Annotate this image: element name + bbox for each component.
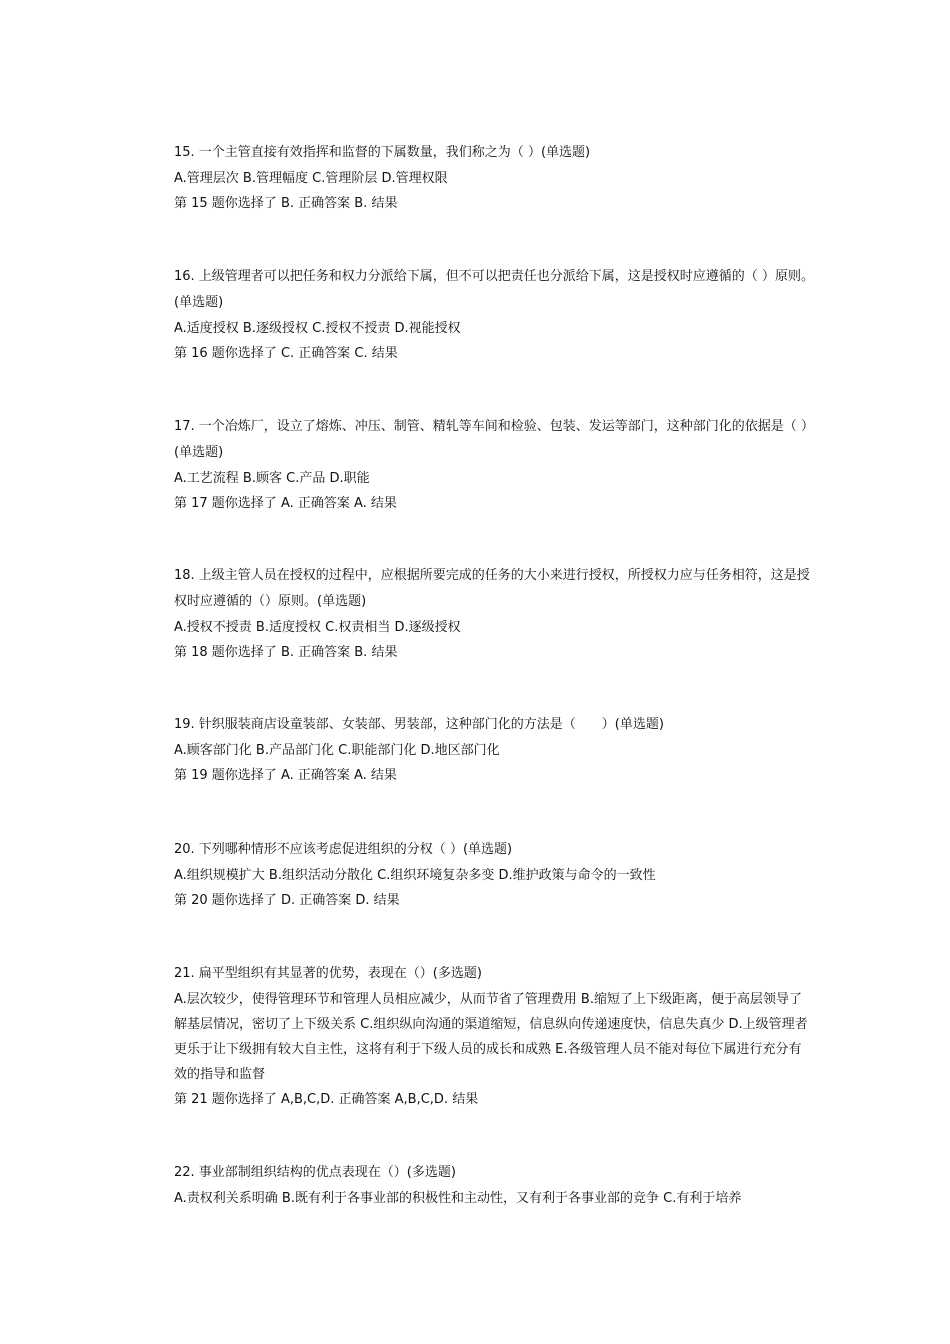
- question-17: [174, 414, 814, 517]
- question-result: 第 15 题你选择了 B. 正确答案 B. 结果: [174, 196, 398, 211]
- question-result: 第 16 题你选择了 C. 正确答案 C. 结果: [174, 346, 398, 361]
- question-result: 第 19 题你选择了 A. 正确答案 A. 结果: [174, 768, 397, 783]
- question-stem: 16. 上级管理者可以把任务和权力分派给下属，但不可以把责任也分派给下属，这是授权时应遵循的（ ）原则。(单选题): [174, 269, 814, 310]
- question-19: [174, 712, 814, 789]
- question-21: [174, 961, 814, 1113]
- question-result: 第 20 题你选择了 D. 正确答案 D. 结果: [174, 893, 400, 908]
- question-options: A.责权利关系明确 B.既有利于各事业部的积极性和主动性，又有利于各事业部的竞争 C.有利于培养: [174, 1191, 742, 1206]
- question-stem: 15. 一个主管直接有效指挥和监督的下属数量，我们称之为（ ）(单选题): [174, 145, 591, 160]
- question-options: A.顾客部门化 B.产品部门化 C.职能部门化 D.地区部门化: [174, 743, 500, 758]
- question-16: [174, 264, 814, 367]
- question-20: [174, 837, 814, 914]
- question-stem: 21. 扁平型组织有其显著的优势，表现在（）(多选题): [174, 966, 482, 981]
- question-15: [174, 140, 814, 217]
- question-result: 第 21 题你选择了 A,B,C,D. 正确答案 A,B,C,D. 结果: [174, 1092, 479, 1107]
- question-stem: 18. 上级主管人员在授权的过程中，应根据所要完成的任务的大小来进行授权，所授权力应与任务相符，这是授权时应遵循的（）原则。(单选题): [174, 568, 810, 609]
- question-stem: 20. 下列哪种情形不应该考虑促进组织的分权（ ）(单选题): [174, 842, 513, 857]
- question-options: A.工艺流程 B.顾客 C.产品 D.职能: [174, 471, 370, 486]
- question-stem: 22. 事业部制组织结构的优点表现在（）(多选题): [174, 1165, 456, 1180]
- question-stem: 17. 一个冶炼厂，设立了熔炼、冲压、制管、精轧等车间和检验、包装、发运等部门，这种部门化的依据是（ ）(单选题): [174, 419, 814, 460]
- question-options: A.管理层次 B.管理幅度 C.管理阶层 D.管理权限: [174, 171, 448, 186]
- question-options: A.适度授权 B.逐级授权 C.授权不授责 D.视能授权: [174, 321, 461, 336]
- question-stem: 19. 针织服装商店设童装部、女装部、男装部，这种部门化的方法是（ ）(单选题): [174, 717, 664, 732]
- question-options: A.组织规模扩大 B.组织活动分散化 C.组织环境复杂多变 D.维护政策与命令的一致性: [174, 868, 656, 883]
- question-result: 第 17 题你选择了 A. 正确答案 A. 结果: [174, 496, 397, 511]
- question-options: A.层次较少，使得管理环节和管理人员相应减少，从而节省了管理费用 B.缩短了上下级距离，便于高层领导了解基层情况，密切了上下级关系 C.组织纵向沟通的渠道缩短，信息纵向传递速度快，信息失真少 D.上级管理者更乐于让下级拥有较大自主性，这将有利于下级人员的成长和成熟 E.各级管理人员不能对每位下属进行充分有效的指导和监督: [174, 992, 808, 1082]
- question-18: [174, 563, 814, 666]
- question-options: A.授权不授责 B.适度授权 C.权责相当 D.逐级授权: [174, 620, 461, 635]
- question-result: 第 18 题你选择了 B. 正确答案 B. 结果: [174, 645, 398, 660]
- question-22: [174, 1160, 814, 1211]
